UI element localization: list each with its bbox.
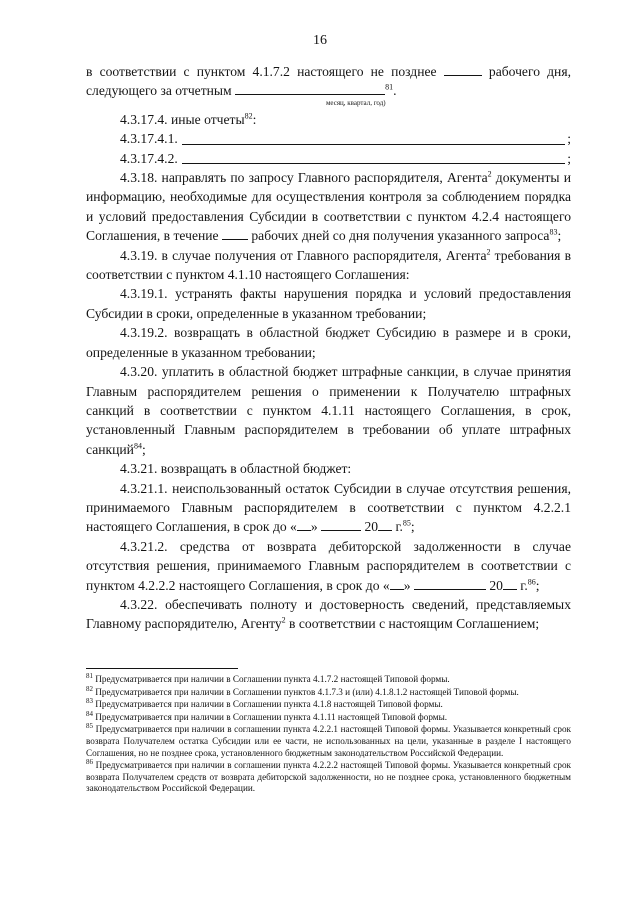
reporting-period-caption: месяц, квартал, год) <box>326 98 386 107</box>
paragraph-4-3-17-4: 4.3.17.4. иные отчеты$^{82}$: <box>120 111 257 127</box>
footnote-81: $^{81}$ Предусматривается при наличии в Соглашении пункта 4.1.7.2 настоящей Типовой формы. <box>86 671 450 684</box>
paragraph-4-3-17-3-continuation: в соответствии с пунктом 4.1.7.2 настоящего не позднее рабочего дня, следующего за отчетным $^{81}$. <box>86 64 571 99</box>
footnote-ref-82: 82 <box>244 111 253 121</box>
blank-days-count[interactable] <box>222 227 248 240</box>
paragraph-4-3-17-4-1: 4.3.17.4.1. ; <box>120 131 571 147</box>
footnote-ref-84: 84 <box>133 441 142 451</box>
paragraph-4-3-19-2: 4.3.19.2. возвращать в областной бюджет Субсидию в размере и в сроки, определенные в указанном требовании; <box>86 325 571 360</box>
blank-month[interactable] <box>321 518 361 531</box>
footnote-84: $^{84}$ Предусматривается при наличии в Соглашении пункта 4.1.11 настоящей Типовой формы. <box>86 709 448 722</box>
blank-working-days[interactable] <box>444 63 482 76</box>
page-number: 16 <box>313 33 327 48</box>
document-body <box>86 62 571 634</box>
footnote-ref-81: 81 <box>385 82 394 92</box>
blank-year[interactable] <box>378 518 392 531</box>
footnote-ref-86: 86 <box>527 577 536 587</box>
footnote-ref-2: 2 <box>486 247 491 257</box>
blank-month[interactable] <box>414 577 486 590</box>
footnotes <box>86 671 572 796</box>
paragraph-4-3-17-4-2: 4.3.17.4.2. ; <box>120 150 571 166</box>
footnote-ref-83: 83 <box>549 227 558 237</box>
footnote-82: $^{82}$ Предусматривается при наличии в Соглашении пунктов 4.1.7.3 и (или) 4.1.8.1.2 настоящей Типовой формы. <box>86 684 519 697</box>
paragraph-4-3-20: 4.3.20. уплатить в областной бюджет штрафные санкции, в случае принятия Главным распорядителем решения о применении к Получателю штрафных санкций в соответствии с пунктом 4.1.11 настоящего Соглашения, в срок, установленный Главным распорядителем в требовании об уплате штрафных санкций$^{84}$; <box>86 364 571 457</box>
footnote-86: $^{86}$ Предусматривается при наличии в соглашении пункта 4.2.2.2 настоящей Типовой формы. Указывается конкретный срок возврата Получателем средств от возврата дебиторской задолженности, но не позднее срока, установленного бюджетным законодательством Российской Федерации. <box>86 758 572 794</box>
footnote-ref-2: 2 <box>281 615 286 625</box>
blank-reporting-period[interactable] <box>235 82 385 95</box>
footnote-83: $^{83}$ Предусматривается при наличии в Соглашении пункта 4.1.8 настоящей Типовой формы. <box>86 697 443 710</box>
footnote-ref-2: 2 <box>487 169 492 179</box>
blank-line-4-3-17-4-1[interactable] <box>182 131 565 145</box>
paragraph-4-3-19: 4.3.19. в случае получения от Главного распорядителя, Агента$^2$ требования в соответствии с пунктом 4.1.10 настоящего Соглашения: <box>86 247 571 283</box>
paragraph-4-3-21: 4.3.21. возвращать в областной бюджет: <box>120 461 352 477</box>
blank-line-4-3-17-4-2[interactable] <box>182 150 565 164</box>
blank-day[interactable] <box>297 518 311 531</box>
paragraph-4-3-22: 4.3.22. обеспечивать полноту и достоверность сведений, представляемых Главному распорядителю, Агенту$^2$ в соответствии с настоящим Соглашением; <box>86 596 571 632</box>
paragraph-4-3-21-1: 4.3.21.1. неиспользованный остаток Субсидии в случае отсутствия решения, принимаемого Главным распорядителем в соответствии с пунктом 4.2.2.1 настоящего Соглашения, в срок до « » 20 г.$^{85}$; <box>86 480 571 535</box>
paragraph-4-3-19-1: 4.3.19.1. устранять факты нарушения порядка и условий предоставления Субсидии в сроки, определенные в указанном требовании; <box>86 286 571 321</box>
footnote-ref-85: 85 <box>402 518 411 528</box>
footnote-85: $^{85}$ Предусматривается при наличии в соглашении пункта 4.2.2.1 настоящей Типовой формы. Указывается конкретный срок возврата Получателем остатка Субсидии или ее части, не использованных на цели, указанные в разделе I настоящего Соглашения, но не позднее срока, установленного бюджетным законодательством Российской Федерации. <box>86 722 572 758</box>
paragraph-4-3-18: 4.3.18. направлять по запросу Главного распорядителя, Агента$^2$ документы и информацию, необходимые для осуществления контроля за соблюдением порядка и условий предоставления Субсидии в соответствии с пунктом 4.2.4 настоящего Соглашения, в течение рабочих дней со дня получения указанного запроса$^{83}$; <box>86 169 571 244</box>
footnote-separator <box>86 668 238 669</box>
paragraph-4-3-21-2: 4.3.21.2. средства от возврата дебиторской задолженности в случае отсутствия решения, принимаемого Главным распорядителем в соответствии с пунктом 4.2.2.2 настоящего Соглашения, в срок до « » 20 г.$^{86}$; <box>86 538 571 593</box>
blank-day[interactable] <box>390 577 404 590</box>
blank-year[interactable] <box>503 577 517 590</box>
